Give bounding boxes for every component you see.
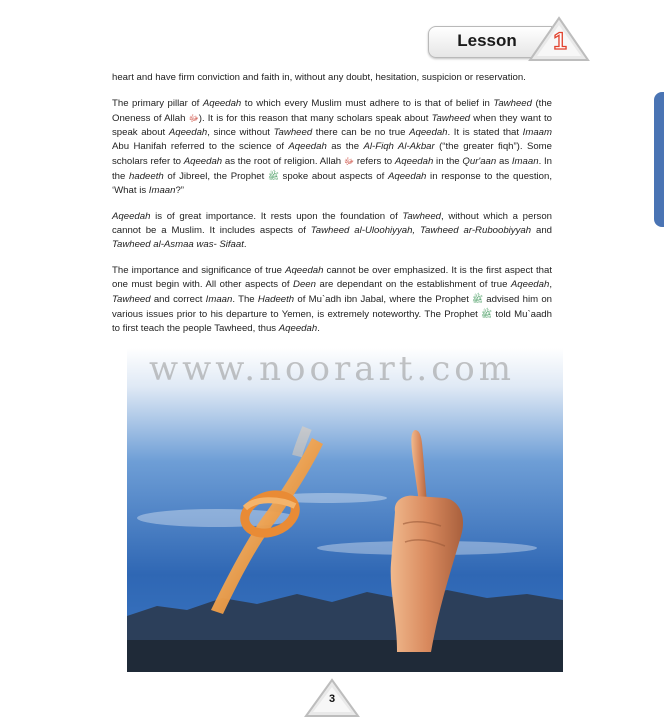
italic-term: Deen	[293, 279, 316, 290]
italic-term: Hadeeth	[257, 294, 295, 305]
italic-term: hadeeth	[129, 171, 164, 182]
text-run: .	[243, 239, 247, 250]
italic-term: Tawheed	[493, 98, 532, 109]
text-run: . In the	[112, 156, 552, 182]
italic-term: Tawheed	[273, 127, 313, 138]
text-run: there can be no true	[312, 127, 410, 138]
italic-term: Aqeedah	[168, 127, 208, 138]
text-run: , without which a person cannot be a Muslim. It includes aspects of	[112, 211, 552, 236]
text-run: ). It is for this reason that many scholars speak about	[198, 113, 432, 124]
italic-term: Aqeedah	[510, 279, 550, 290]
text-run: .	[317, 323, 320, 334]
text-run: Abu Hanifah referred to the science of	[112, 141, 289, 152]
paragraph-4	[112, 264, 552, 336]
text-run: when they want to speak about	[112, 113, 553, 138]
text-run: as the	[326, 141, 364, 152]
italic-term: Aqeedah	[112, 211, 151, 222]
text-run: (the Oneness of Allah	[112, 98, 553, 124]
italic-term: Aqeedah	[387, 171, 427, 182]
lesson-header-tab	[428, 22, 593, 60]
text-run: refers to	[354, 156, 395, 167]
italic-term: Aqeedah	[394, 156, 434, 167]
italic-term: Tawheed al-Uloohiyyah, Tawheed ar-Ruboobiyyah	[310, 225, 532, 236]
italic-term: Aqeedah	[285, 265, 324, 276]
italic-term: Imaan	[148, 185, 176, 196]
knot-and-finger-illustration	[127, 348, 563, 672]
text-run: is of great importance. It rests upon the foundation of	[150, 211, 403, 222]
text-run: The primary pillar of	[112, 98, 203, 109]
honorific-symbol: ﷺ	[481, 309, 493, 319]
italic-term: Aqeedah	[288, 141, 327, 152]
text-run: (“the greater fiqh”). Some scholars refer to	[112, 141, 553, 167]
text-run: are dependant on the establishment of true	[315, 279, 511, 290]
text-run: ,	[549, 279, 552, 290]
honorific-symbol: ﷻ	[343, 156, 355, 166]
text-run: cannot be over emphasized. It is the first aspect that one must begin with. All other aspects of	[112, 265, 552, 290]
honorific-symbol: ﷺ	[472, 294, 484, 304]
text-run: heart and have firm conviction and faith in, without any doubt, hesitation, suspicion or reservation.	[112, 72, 526, 83]
italic-term: Aqeedah	[202, 98, 242, 109]
text-run: , since without	[207, 127, 274, 138]
italic-term: Aqeedah	[183, 156, 223, 167]
text-run: as the root of religion. Allah	[222, 156, 344, 167]
lesson-label: Lesson	[457, 31, 517, 50]
watermark-text: www.noorart.com	[149, 349, 515, 389]
text-run: of Jibreel, the Prophet	[163, 171, 268, 182]
italic-term: Tawheed	[402, 211, 442, 222]
text-run: of Mu`adh ibn Jabal, where the Prophet	[294, 294, 473, 305]
text-run: told Mu`aadh to first teach the people Tawheed, thus	[112, 309, 552, 334]
italic-term: Al-Fiqh Al-Akbar	[363, 141, 435, 152]
italic-term: Aqeedah	[409, 127, 448, 138]
text-run: spoke about aspects of	[278, 171, 388, 182]
text-run: to which every Muslim must adhere to is that of belief in	[241, 98, 494, 109]
paragraph-3	[112, 210, 552, 252]
text-run: and	[531, 225, 552, 236]
lesson-number: 1	[553, 28, 567, 55]
italic-term: Imaan	[511, 156, 539, 167]
paragraph-1	[112, 71, 552, 85]
lesson-body-text	[112, 71, 552, 348]
text-run: advised him on various issues prior to his departure to Yemen, is extremely noteworthy. The Prophet	[112, 294, 552, 320]
honorific-symbol: ﷻ	[188, 113, 199, 123]
text-run: . It is stated that	[447, 127, 523, 138]
text-run: as	[496, 156, 512, 167]
italic-term: Tawheed al-Asmaa was- Sifaat	[112, 239, 244, 250]
text-run: . The	[232, 294, 258, 305]
text-run: ?”	[175, 185, 184, 196]
italic-term: Aqeedah	[278, 323, 318, 334]
text-run: The importance and significance of true	[112, 265, 286, 276]
page-number-badge	[304, 678, 360, 718]
italic-term: Qur'aan	[462, 156, 497, 167]
italic-term: Imaan	[205, 294, 233, 305]
text-run: and correct	[150, 294, 206, 305]
text-run: in response to the question, ‘What is	[112, 171, 552, 196]
paragraph-2	[112, 97, 552, 198]
italic-term: Imaam	[522, 127, 552, 138]
page-number: 3	[328, 693, 336, 705]
italic-term: Tawheed	[112, 294, 151, 305]
italic-term: Tawheed	[431, 113, 471, 124]
text-run: in the	[433, 156, 463, 167]
honorific-symbol: ﷺ	[268, 171, 279, 181]
side-section-tab	[654, 92, 664, 227]
